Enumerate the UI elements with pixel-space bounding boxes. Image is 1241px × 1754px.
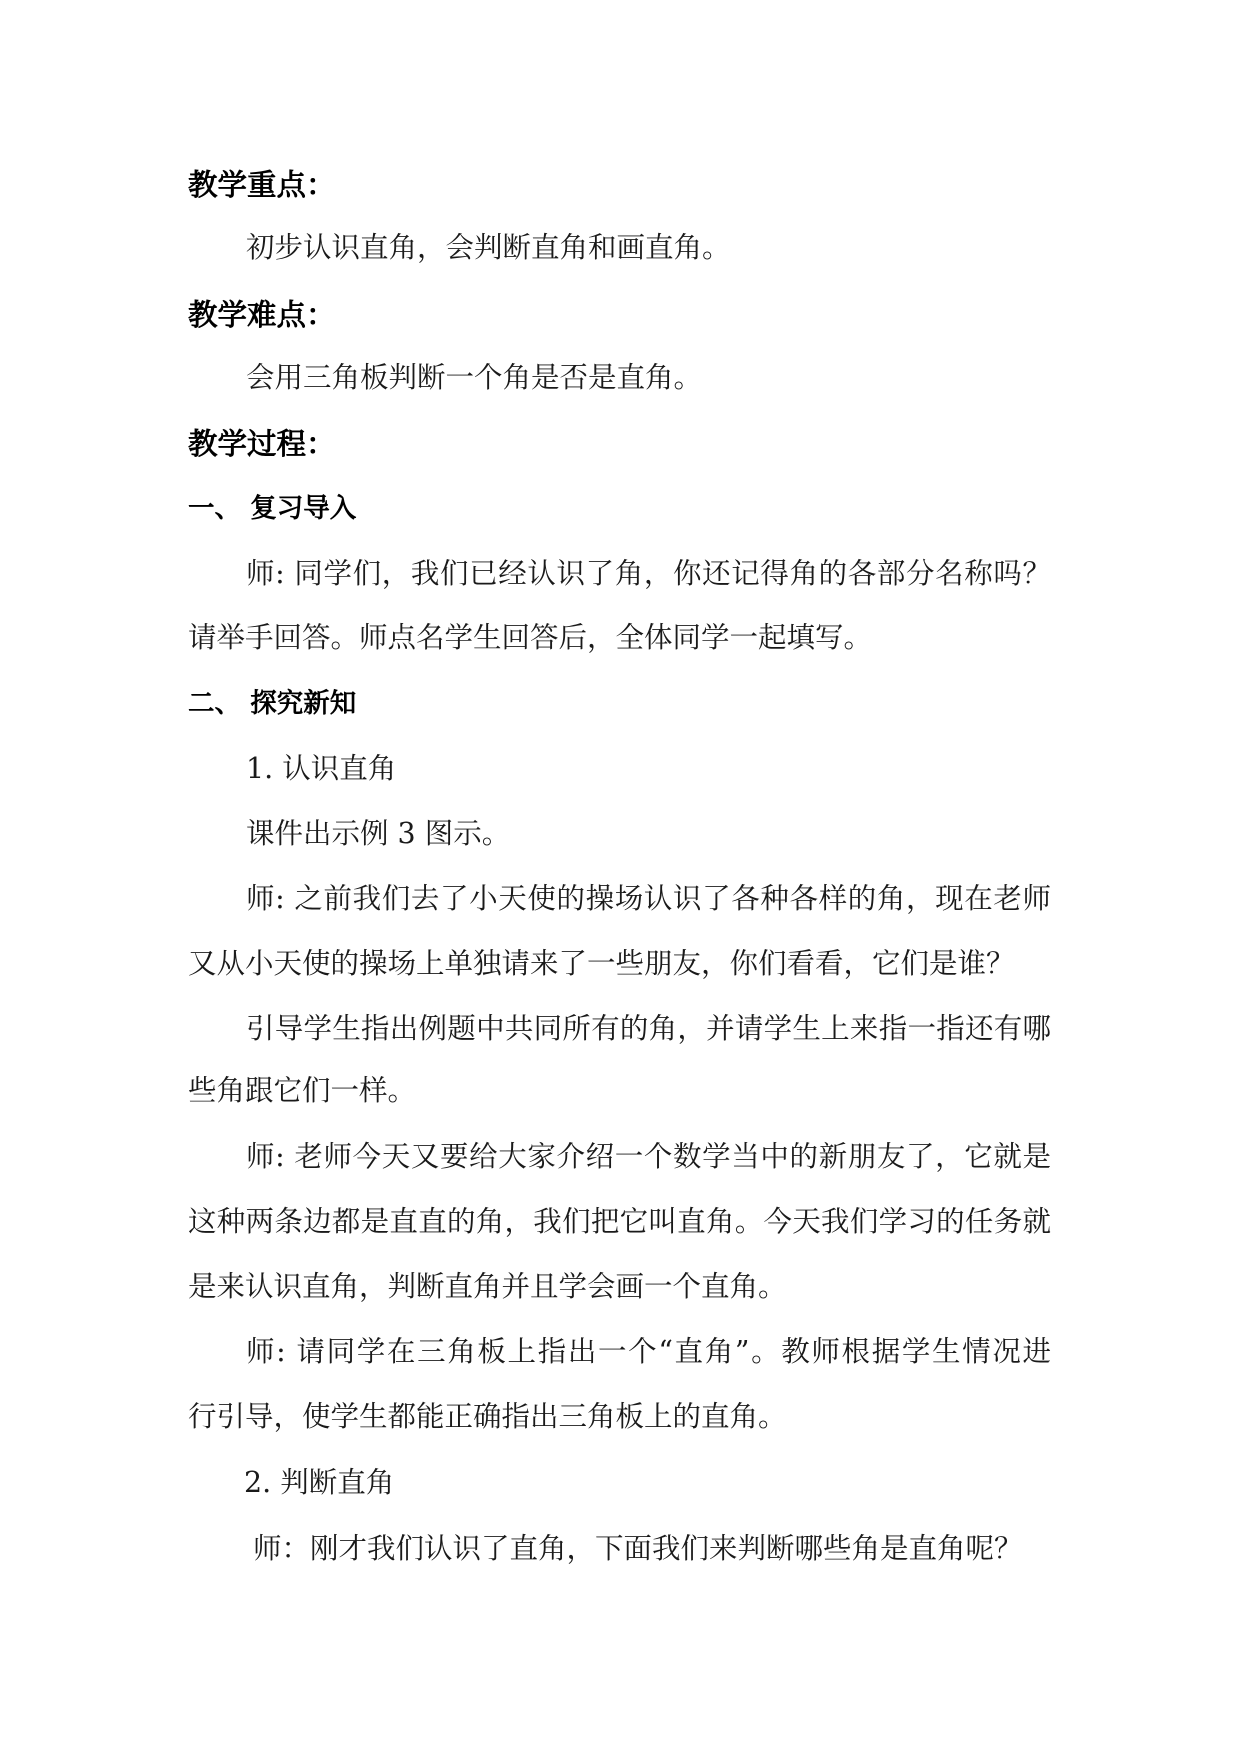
step1-line: 师: 之前我们去了小天使的操场认识了各种各样的角，现在老师 bbox=[246, 882, 1051, 915]
process-heading: 教学过程： bbox=[188, 427, 336, 461]
step1-line: 是来认识直角，判断直角并且学会画一个直角。 bbox=[188, 1270, 787, 1303]
step1-line: 师: 请同学在三角板上指出一个“直角”。教师根据学生情况进 bbox=[246, 1335, 1051, 1368]
key-point-body: 初步认识直角，会判断直角和画直角。 bbox=[246, 231, 731, 264]
step1-line: 这种两条边都是直直的角，我们把它叫直角。今天我们学习的任务就 bbox=[188, 1205, 1051, 1238]
step1-line: 引导学生指出例题中共同所有的角，并请学生上来指一指还有哪 bbox=[246, 1012, 1051, 1045]
step1-line: 又从小天使的操场上单独请来了一些朋友，你们看看，它们是谁？ bbox=[188, 947, 1015, 980]
step1-line: 课件出示例 3 图示。 bbox=[246, 817, 511, 850]
difficulty-heading: 教学难点： bbox=[188, 298, 336, 332]
step1-line: 行引导，使学生都能正确指出三角板上的直角。 bbox=[188, 1400, 787, 1433]
difficulty-body: 会用三角板判断一个角是否是直角。 bbox=[246, 361, 703, 394]
explore-heading: 二、 探究新知 bbox=[188, 688, 357, 719]
step1-title: 1. 认识直角 bbox=[246, 752, 397, 785]
review-line: 请举手回答。师点名学生回答后，全体同学一起填写。 bbox=[188, 621, 873, 654]
step2-line: 师：刚才我们认识了直角，下面我们来判断哪些角是直角呢？ bbox=[253, 1532, 1023, 1565]
review-line: 师: 同学们，我们已经认识了角，你还记得角的各部分名称吗？ bbox=[246, 557, 1051, 590]
review-heading: 一、 复习导入 bbox=[188, 493, 357, 524]
key-point-heading: 教学重点： bbox=[188, 168, 336, 202]
step1-line: 师: 老师今天又要给大家介绍一个数学当中的新朋友了，它就是 bbox=[246, 1140, 1051, 1173]
step1-line: 些角跟它们一样。 bbox=[188, 1074, 417, 1107]
step2-title: 2. 判断直角 bbox=[244, 1466, 395, 1499]
